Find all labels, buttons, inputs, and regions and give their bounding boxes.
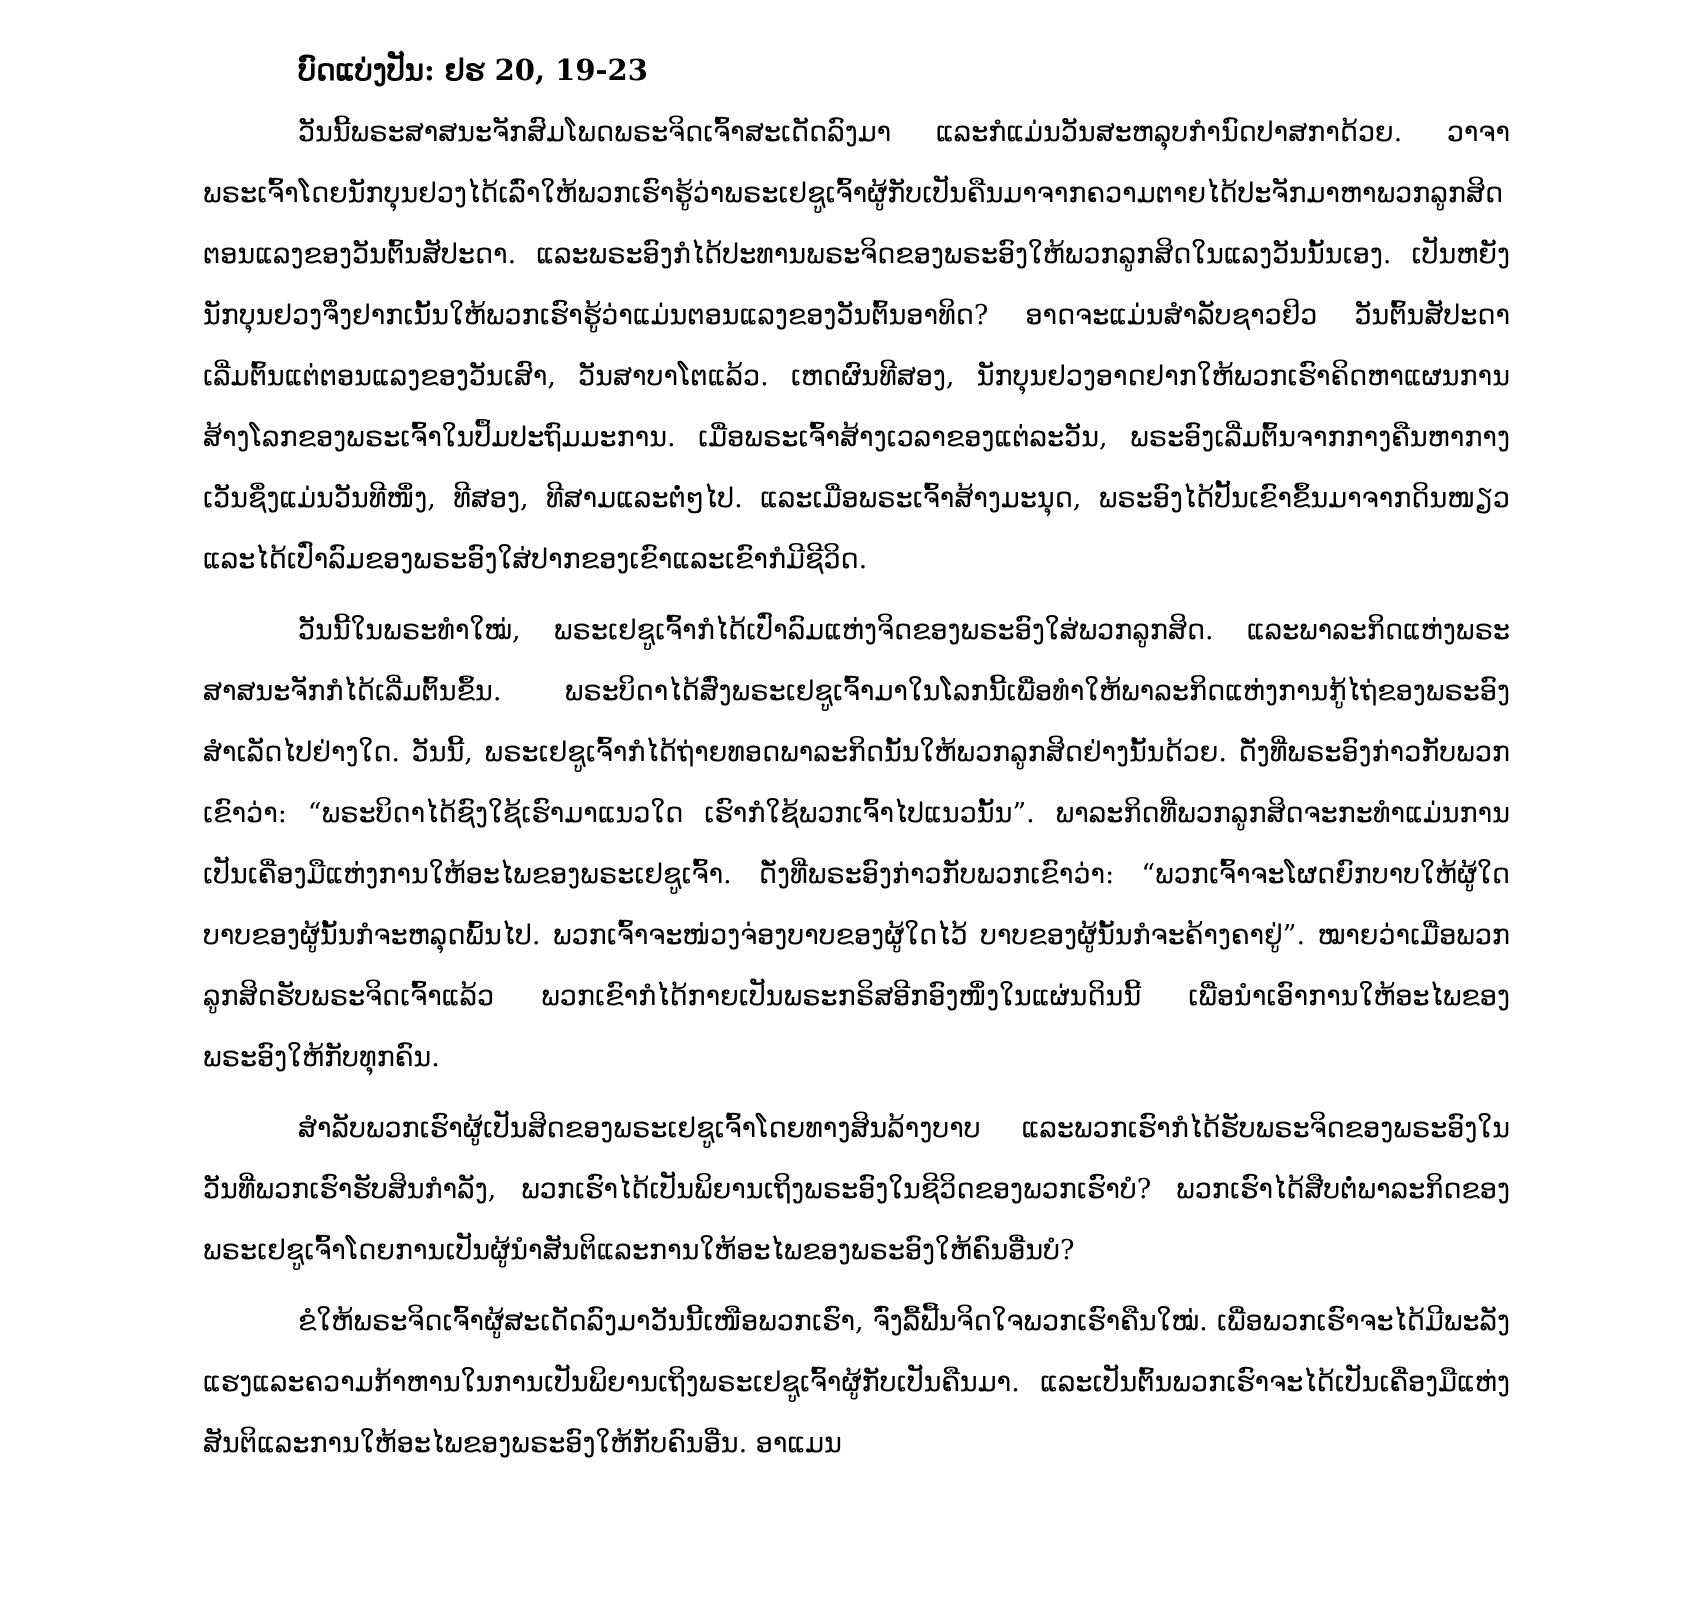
paragraph-2: ວັນນີ້ໃນພຣະທຳໃໝ່, ພຣະເຢຊູເຈົ້າກໍໄດ້ເປົ່າລົມແຫ່ງຈິດຂອງພຣະອົງໃສ່ພວກລູກສິດ. ແລະພາລະກິດແຫ່ງພຣະສາສນະຈັກກໍໄດ້ເລີ່ມຕົ້ນຂຶ້ນ. ພຣະບິດາໄດ້ສົ່ງພຣະເຢຊູເຈົ້າມາໃນໂລກນີ້ເພື່ອທຳໃຫ້ພາລະກິດແຫ່ງການກູ້ໄຖ່ຂອງພຣະອົງສຳເລັດໄປຢ່າງໃດ. ວັນນີ້, ພຣະເຢຊູເຈົ້າກໍໄດ້ຖ່າຍທອດພາລະກິດນັ້ນໃຫ້ພວກລູກສິດຢ່າງນັ້ນດ້ວຍ. ດັ່ງທີ່ພຣະອົງກ່າວກັບພວກເຂົາວ່າ: “ພຣະບິດາໄດ້ຊົງໃຊ້ເຮົາມາແນວໃດ ເຮົາກໍໃຊ້ພວກເຈົ້າໄປແນວນັ້ນ”. ພາລະກິດທີ່ພວກລູກສິດຈະກະທຳແມ່ນການເປັນເຄື່ອງມືແຫ່ງການໃຫ້ອະໄພຂອງພຣະເຢຊູເຈົ້າ. ດັ່ງທີ່ພຣະອົງກ່າວກັບພວກເຂົາວ່າ: “ພວກເຈົ້າຈະໂຜດຍົກບາບໃຫ້ຜູ້ໃດ ບາບຂອງຜູ້ນັ້ນກໍຈະຫລຸດພົ້ນໄປ. ພວກເຈົ້າຈະໜ່ວງຈ່ອງບາບຂອງຜູ້ໃດໄວ້ ບາບຂອງຜູ້ນັ້ນກໍຈະຄ້າງຄາຢູ່”. ໝາຍວ່າເມື່ອພວກລູກສິດຮັບພຣະຈິດເຈົ້າແລ້ວ ພວກເຂົາກໍໄດ້ກາຍເປັນພຣະກຣິສອີກອົງໜຶ່ງໃນແຜ່ນດິນນີ້ ເພື່ອນຳເອົາການໃຫ້ອະໄພຂອງພຣະອົງໃຫ້ກັບທຸກຄົນ. — [203, 615, 1510, 1073]
document-title: ບົດແບ່ງປັນ: ຢຮ 20, 19-23 — [298, 53, 648, 87]
paragraph-1: ວັນນີ້ພຣະສາສນະຈັກສົມໂພດພຣະຈິດເຈົ້າສະເດັດລົງມາ ແລະກໍແມ່ນວັນສະຫລຸບກຳນົດປາສກາດ້ວຍ. ວາຈາພຣະເຈົ້າໂດຍນັກບຸນຢວງໄດ້ເລົ່າໃຫ້ພວກເຮົາຮູ້ວ່າພຣະເຢຊູເຈົ້າຜູ້ກັບເປັນຄືນມາຈາກຄວາມຕາຍໄດ້ປະຈັກມາຫາພວກລູກສິດຕອນແລງຂອງວັນຕົ້ນສັປະດາ. ແລະພຣະອົງກໍໄດ້ປະທານພຣະຈິດຂອງພຣະອົງໃຫ້ພວກລູກສິດໃນແລງວັນນັ້ນເອງ. ເປັນຫຍັງນັກບຸນຢວງຈຶ່ງຢາກເນັ້ນໃຫ້ພວກເຮົາຮູ້ວ່າແມ່ນຕອນແລງຂອງວັນຕົ້ນອາທິດ? ອາດຈະແມ່ນສຳລັບຊາວຢິວ ວັນຕົ້ນສັປະດາເລີ່ມຕົ້ນແຕ່ຕອນແລງຂອງວັນເສົາ, ວັນສາບາໂຕແລ້ວ. ເຫດຜົນທີສອງ, ນັກບຸນຢວງອາດຢາກໃຫ້ພວກເຮົາຄິດຫາແຜນການສ້າງໂລກຂອງພຣະເຈົ້າໃນປຶ້ມປະຖົມມະການ. ເມື່ອພຣະເຈົ້າສ້າງເວລາຂອງແຕ່ລະວັນ, ພຣະອົງເລີ່ມຕົ້ນຈາກກາງຄືນຫາກາງເວັນຊຶ່ງແມ່ນວັນທີໜຶ່ງ, ທີສອງ, ທີສາມແລະຕໍ່ໆໄປ. ແລະເມື່ອພຣະເຈົ້າສ້າງມະນຸດ, ພຣະອົງໄດ້ປັ້ນເຂົາຂຶ້ນມາຈາກດິນໜຽວແລະໄດ້ເປົ່າລົມຂອງພຣະອົງໃສ່ປາກຂອງເຂົາແລະເຂົາກໍມີຊີວິດ. — [203, 117, 1510, 575]
paragraph-3: ສຳລັບພວກເຮົາຜູ້ເປັນສິດຂອງພຣະເຢຊູເຈົ້າໂດຍທາງສິນລ້າງບາບ ແລະພວກເຮົາກໍໄດ້ຮັບພຣະຈິດຂອງພຣະອົງໃນວັນທີ່ພວກເຮົາຮັບສິນກຳລັງ, ພວກເຮົາໄດ້ເປັນພິຍານເຖິງພຣະອົງໃນຊີວິດຂອງພວກເຮົາບໍ? ພວກເຮົາໄດ້ສືບຕໍ່ພາລະກິດຂອງພຣະເຢຊູເຈົ້າໂດຍການເປັນຜູ້ນຳສັນຕິແລະການໃຫ້ອະໄພຂອງພຣະອົງໃຫ້ຄົນອື່ນບໍ? — [203, 1113, 1510, 1266]
document-page — [203, 50, 1510, 1484]
paragraph-4: ຂໍໃຫ້ພຣະຈິດເຈົ້າຜູ້ສະເດັດລົງມາວັນນີ້ເໜືອພວກເຮົາ, ຈົ່ງລື້ຟື້ນຈິດໃຈພວກເຮົາຄືນໃໝ່. ເພື່ອພວກເຮົາຈະໄດ້ມີພະລັງແຮງແລະຄວາມກ້າຫານໃນການເປັນພິຍານເຖິງພຣະເຢຊູເຈົ້າຜູ້ກັບເປັນຄືນມາ. ແລະເປັນຕົ້ນພວກເຮົາຈະໄດ້ເປັນເຄື່ອງມືແຫ່ງສັນຕິແລະການໃຫ້ອະໄພຂອງພຣະອົງໃຫ້ກັບຄົນອື່ນ. ອາແມນ — [203, 1306, 1510, 1459]
